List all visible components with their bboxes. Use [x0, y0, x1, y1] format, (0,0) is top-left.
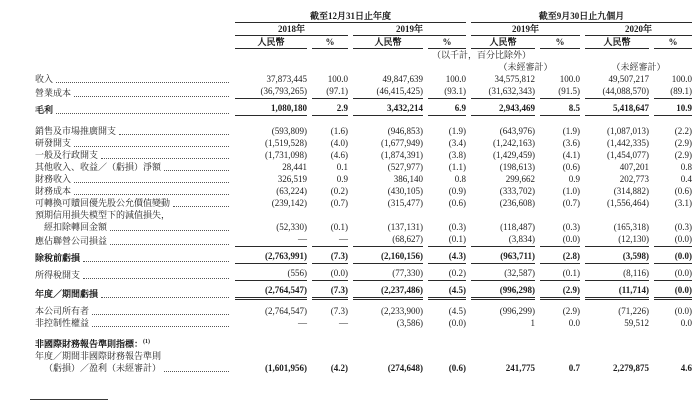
cell-percent: (4.2) [330, 363, 348, 373]
cell-percent: 100.0 [445, 74, 467, 84]
table-row [35, 317, 692, 329]
cell-percent: 0.0 [568, 318, 581, 328]
row-label-text: 非控制性權益 [35, 318, 90, 328]
cell-percent: (7.3) [312, 250, 348, 264]
dot-leader [56, 113, 229, 114]
dot-leader [164, 170, 229, 171]
cell-amount: (11,714) [585, 284, 649, 300]
income-statement-table [30, 10, 697, 374]
row-label-line1 [35, 104, 230, 116]
cell-percent: 100.0 [559, 74, 581, 84]
spacer-row [35, 116, 692, 125]
cell-amount: (996,298) [471, 284, 535, 300]
row-label-line1 [35, 137, 230, 149]
table-row [35, 233, 692, 247]
cell-percent: (93.1) [428, 85, 466, 99]
cell-amount: (315,477) [387, 198, 423, 208]
cell-amount: (1,242,163) [493, 138, 536, 148]
cell-percent: (2.9) [562, 306, 581, 316]
cell-amount: (3,834) [471, 233, 535, 247]
row-label-text: 除稅前虧損 [35, 253, 81, 263]
row-label-line2 [35, 362, 230, 374]
cell-percent: — [339, 318, 348, 328]
cell-amount: (137,131) [387, 222, 423, 232]
row-label-text: 財務收入 [35, 174, 72, 184]
cell-percent: (0.9) [448, 186, 467, 196]
cell-amount: 1,080,180 [235, 102, 307, 116]
header-row-unaudited [35, 61, 692, 73]
cell-percent: — [312, 233, 348, 247]
cell-amount: (63,224) [276, 186, 307, 196]
row-label [35, 137, 230, 149]
cell-amount: 299,662 [505, 174, 536, 184]
table-row [35, 197, 692, 209]
dot-leader [110, 244, 229, 245]
cell-amount: 49,847,639 [382, 74, 423, 84]
cell-percent: (0.2) [428, 267, 466, 281]
cell-percent: (1.0) [562, 186, 581, 196]
cell-amount: (44,088,570) [585, 85, 649, 99]
cell-percent: (0.6) [562, 162, 581, 172]
dot-leader [74, 182, 229, 183]
cell-percent: (3.4) [448, 138, 467, 148]
percent-header: % [654, 36, 692, 49]
year-label: 2019年 [353, 23, 466, 36]
table-row [35, 173, 692, 185]
cell-amount: (1,454,077) [607, 150, 650, 160]
cell-percent: 4.6 [680, 363, 693, 373]
table-row [35, 250, 692, 264]
dot-leader [83, 261, 229, 262]
row-label [35, 102, 230, 116]
row-label-line1 [35, 161, 230, 173]
cell-amount: 49,507,217 [608, 74, 650, 84]
cell-amount: (2,237,486) [353, 284, 423, 300]
cell-percent: (0.0) [312, 267, 348, 281]
cell-amount: (52,330) [276, 222, 307, 232]
row-label-line2-text: （虧損）／盈利（未經審計） [44, 363, 162, 373]
cell-percent: 0.0 [680, 318, 693, 328]
cell-amount: (996,299) [499, 306, 536, 316]
row-label [35, 305, 230, 317]
cell-percent: (3.8) [448, 150, 467, 160]
section-header-text: 非國際財務報告準則指標：$^{(1)}$ [35, 339, 151, 349]
table-row [35, 338, 692, 350]
percent-header: % [428, 36, 466, 49]
dot-leader [101, 297, 229, 298]
spacer-cell [35, 116, 692, 125]
cell-amount: 241,775 [505, 363, 536, 373]
row-label [35, 267, 230, 281]
cell-amount: 59,512 [624, 318, 650, 328]
cell-percent: (7.3) [312, 284, 348, 300]
cell-percent: 0.1 [336, 162, 348, 172]
dot-leader [74, 146, 229, 147]
cell-percent: (89.1) [654, 85, 692, 99]
cell-percent: (4.3) [428, 250, 466, 264]
cell-percent: (4.5) [448, 306, 467, 316]
row-label-line1: 年度／期間非國際財務報告準則 [35, 351, 162, 361]
cell-percent: 0.8 [454, 174, 467, 184]
cell-amount: (12,130) [585, 233, 649, 247]
row-label-line1 [35, 185, 230, 197]
cell-percent: 0.8 [680, 162, 693, 172]
header-spacer [35, 61, 230, 73]
cell-amount: 407,201 [619, 162, 650, 172]
table-row [35, 85, 692, 99]
cell-percent: (0.7) [330, 198, 348, 208]
cell-amount: (2,160,156) [353, 250, 423, 264]
cell-percent: (3.6) [562, 138, 581, 148]
cell-percent: 0.9 [336, 174, 348, 184]
header-spacer [35, 10, 230, 23]
table-row [35, 73, 692, 85]
cell-percent: (4.6) [330, 150, 348, 160]
table-row [35, 305, 692, 317]
period-group-title: 截至12月31日止年度 [235, 10, 466, 23]
header-row-periods [35, 10, 692, 23]
cell-amount: 34,575,812 [494, 74, 536, 84]
cell-percent: (2.9) [674, 138, 693, 148]
cell-amount: (1,556,464) [607, 198, 650, 208]
cell-amount: (946,853) [387, 126, 423, 136]
row-label [35, 185, 230, 197]
percent-header: % [540, 36, 580, 49]
row-label-text: 收入 [35, 74, 54, 84]
footnote-marker: (1) [143, 339, 151, 345]
table-row [35, 102, 692, 116]
row-label-line1 [35, 235, 230, 247]
cell-amount: (32,587) [471, 267, 535, 281]
row-label-text: 毛利 [35, 105, 54, 115]
row-label-text: 銷售及市場推廣開支 [35, 126, 117, 136]
cell-percent: (0.1) [330, 222, 348, 232]
row-label [35, 85, 230, 99]
cell-amount: (71,226) [618, 306, 650, 316]
row-label [35, 197, 230, 209]
row-label-text: 其他收入、收益／（虧損）淨額 [35, 162, 162, 172]
dot-leader [92, 314, 229, 315]
row-label-line2 [35, 221, 230, 233]
dot-leader [74, 194, 229, 195]
cell-percent: (0.2) [330, 186, 348, 196]
cell-percent: (0.3) [674, 222, 693, 232]
cell-percent: (3.1) [674, 198, 693, 208]
cell-amount: 202,773 [619, 174, 650, 184]
row-label-text: 研發開支 [35, 138, 72, 148]
row-label-text: 一般及行政開支 [35, 150, 99, 160]
row-label-line1 [35, 149, 230, 161]
cell-percent: (1.9) [562, 126, 581, 136]
row-label-line1: 預期信用損失模型下的減值損失， [35, 210, 171, 220]
header-row-scale-note [35, 49, 692, 61]
cell-amount: (46,415,425) [353, 85, 423, 99]
percent-header: % [312, 36, 348, 49]
cell-amount: (2,233,900) [381, 306, 423, 316]
row-label-line1 [35, 197, 230, 209]
row-label [35, 317, 230, 329]
dot-leader [83, 278, 229, 279]
row-label [35, 73, 230, 85]
cell-amount: (1,601,956) [265, 363, 307, 373]
row-label [35, 284, 230, 300]
cell-amount: (527,977) [387, 162, 423, 172]
row-label [35, 350, 230, 374]
table-row [35, 284, 692, 300]
cell-amount: (8,116) [585, 267, 649, 281]
cell-amount: (68,627) [353, 233, 423, 247]
spacer-cell [35, 329, 692, 338]
row-label-line2-text: 經扣除轉回金額 [44, 222, 108, 232]
table-row [35, 161, 692, 173]
cell-amount: (1,731,098) [265, 150, 307, 160]
row-label-line1 [35, 73, 230, 85]
cell-amount: (1,677,949) [381, 138, 423, 148]
cell-amount: (556) [235, 267, 307, 281]
cell-amount: (36,793,265) [235, 85, 307, 99]
row-label-text: 所得稅開支 [35, 270, 81, 280]
cell-amount: (3,598) [585, 250, 649, 264]
header-spacer [35, 36, 230, 49]
spacer-row [35, 329, 692, 338]
cell-amount: (2,764,547) [235, 284, 307, 300]
cell-amount: (593,809) [271, 126, 307, 136]
unaudited-note: （未經審計） [498, 62, 553, 72]
cell-amount: — [298, 318, 307, 328]
cell-percent: (4.1) [562, 150, 581, 160]
cell-amount: (963,711) [471, 250, 535, 264]
row-label [35, 338, 692, 350]
cell-amount: (1,874,391) [381, 150, 423, 160]
cell-percent: (0.3) [448, 222, 467, 232]
row-label-text: 可轉換可贖回優先股公允價值變動 [35, 198, 171, 208]
row-label-text: 應佔聯營公司損益 [35, 236, 108, 246]
cell-percent: (97.1) [312, 85, 348, 99]
cell-percent: (0.1) [428, 233, 466, 247]
cell-percent: (7.3) [330, 306, 348, 316]
currency-header: 人民幣 [471, 36, 535, 49]
row-label-text: 本公司所有者 [35, 306, 90, 316]
row-label-line1 [35, 305, 230, 317]
cell-percent: (4.5) [428, 284, 466, 300]
dot-leader [92, 326, 229, 327]
cell-percent: (1.1) [448, 162, 467, 172]
cell-percent: (0.0) [654, 267, 692, 281]
footnote-divider [30, 399, 108, 400]
cell-percent: 0.7 [568, 363, 581, 373]
row-label-text: 營業成本 [35, 88, 72, 98]
dot-leader [110, 230, 229, 231]
cell-percent: (2.2) [674, 126, 693, 136]
cell-amount: 1 [530, 318, 536, 328]
dot-leader [119, 134, 229, 135]
cell-amount: (236,608) [499, 198, 536, 208]
cell-amount: (31,632,343) [471, 85, 535, 99]
row-label [35, 209, 230, 233]
currency-header: 人民幣 [235, 36, 307, 49]
year-label: 2019年 [471, 23, 580, 36]
cell-amount: (1,519,528) [265, 138, 307, 148]
header-spacer [35, 49, 230, 61]
scale-note: （以千計，百分比除外） [432, 50, 532, 60]
cell-amount: 386,140 [393, 174, 423, 184]
cell-amount: (430,105) [387, 186, 423, 196]
cell-percent: (0.6) [674, 186, 693, 196]
currency-header: 人民幣 [585, 36, 649, 49]
cell-percent: (0.0) [540, 233, 580, 247]
header-row-units [35, 36, 692, 49]
row-label-text: 財務成本 [35, 186, 72, 196]
cell-amount: 2,279,875 [613, 363, 650, 373]
cell-percent: (1.9) [448, 126, 467, 136]
dot-leader [173, 206, 229, 207]
cell-percent: (0.0) [448, 318, 467, 328]
header-spacer [235, 49, 423, 61]
cell-amount: (314,882) [613, 186, 650, 196]
cell-amount: (1,429,459) [493, 150, 536, 160]
cell-amount: 37,873,445 [266, 74, 307, 84]
cell-percent: (0.7) [562, 198, 581, 208]
year-label: 2018年 [235, 23, 348, 36]
cell-percent: (1.6) [330, 126, 348, 136]
table-row [35, 209, 692, 233]
period-group-title: 截至9月30日止九個月 [471, 10, 692, 23]
dot-leader [164, 371, 229, 372]
row-label-line1 [35, 317, 230, 329]
cell-amount: 2,943,469 [471, 102, 535, 116]
dot-leader [74, 96, 229, 97]
row-label-line1 [35, 288, 230, 300]
row-label [35, 173, 230, 185]
cell-percent: 6.9 [428, 102, 466, 116]
table-row [35, 149, 692, 161]
cell-amount: 28,441 [282, 162, 307, 172]
cell-percent: (2.9) [674, 150, 693, 160]
cell-percent: (4.0) [330, 138, 348, 148]
cell-amount: (198,613) [499, 162, 536, 172]
year-label: 2020年 [585, 23, 692, 36]
cell-amount: 326,519 [277, 174, 307, 184]
cell-amount: (643,976) [499, 126, 536, 136]
row-label [35, 161, 230, 173]
cell-percent: (0.0) [654, 250, 692, 264]
table-row [35, 350, 692, 374]
row-label [35, 125, 230, 137]
header-spacer [540, 49, 692, 61]
cell-amount: 3,432,214 [353, 102, 423, 116]
cell-amount: (239,142) [271, 198, 307, 208]
cell-percent: (0.1) [540, 267, 580, 281]
currency-header: 人民幣 [353, 36, 423, 49]
cell-percent: 2.9 [312, 102, 348, 116]
table-row [35, 185, 692, 197]
row-label [35, 149, 230, 161]
row-label-line1 [35, 87, 230, 99]
cell-amount: — [235, 233, 307, 247]
cell-amount: (333,702) [499, 186, 536, 196]
cell-percent: 10.9 [654, 102, 692, 116]
cell-amount: (1,087,013) [607, 126, 650, 136]
cell-percent: (0.6) [448, 363, 467, 373]
cell-percent: 0.4 [680, 174, 693, 184]
cell-amount: (2,764,547) [265, 306, 307, 316]
header-row-years [35, 23, 692, 36]
cell-amount: (1,442,335) [607, 138, 650, 148]
row-label-line1 [35, 252, 230, 264]
cell-percent: (0.3) [562, 222, 581, 232]
unaudited-note: （未經審計） [611, 62, 666, 72]
table-row [35, 137, 692, 149]
cell-amount: 5,418,647 [585, 102, 649, 116]
cell-amount: (165,318) [613, 222, 650, 232]
cell-amount: (118,487) [500, 222, 536, 232]
row-label-line1 [35, 173, 230, 185]
header-spacer [35, 23, 230, 36]
row-label-line1 [35, 269, 230, 281]
row-label-text: 年度／期間虧損 [35, 289, 99, 299]
cell-amount: (77,330) [353, 267, 423, 281]
cell-amount: (3,586) [396, 318, 423, 328]
cell-amount: (2,763,991) [235, 250, 307, 264]
table-row [35, 267, 692, 281]
cell-percent: (91.5) [540, 85, 580, 99]
cell-percent: 100.0 [327, 74, 348, 84]
cell-percent: (0.0) [654, 233, 692, 247]
cell-percent: (2.8) [540, 250, 580, 264]
cell-amount: (274,648) [387, 363, 423, 373]
dot-leader [56, 82, 229, 83]
cell-percent: (2.9) [540, 284, 580, 300]
cell-percent: (0.6) [448, 198, 467, 208]
cell-percent: 8.5 [540, 102, 580, 116]
header-spacer [235, 61, 348, 73]
table-row [35, 125, 692, 137]
cell-percent: (0.0) [674, 306, 693, 316]
cell-percent: (0.0) [654, 284, 692, 300]
row-label [35, 233, 230, 247]
cell-percent: 100.0 [671, 74, 693, 84]
dot-leader [101, 158, 229, 159]
row-label [35, 250, 230, 264]
header-spacer [353, 61, 466, 73]
cell-percent: 0.9 [568, 174, 581, 184]
row-label-line1 [35, 125, 230, 137]
